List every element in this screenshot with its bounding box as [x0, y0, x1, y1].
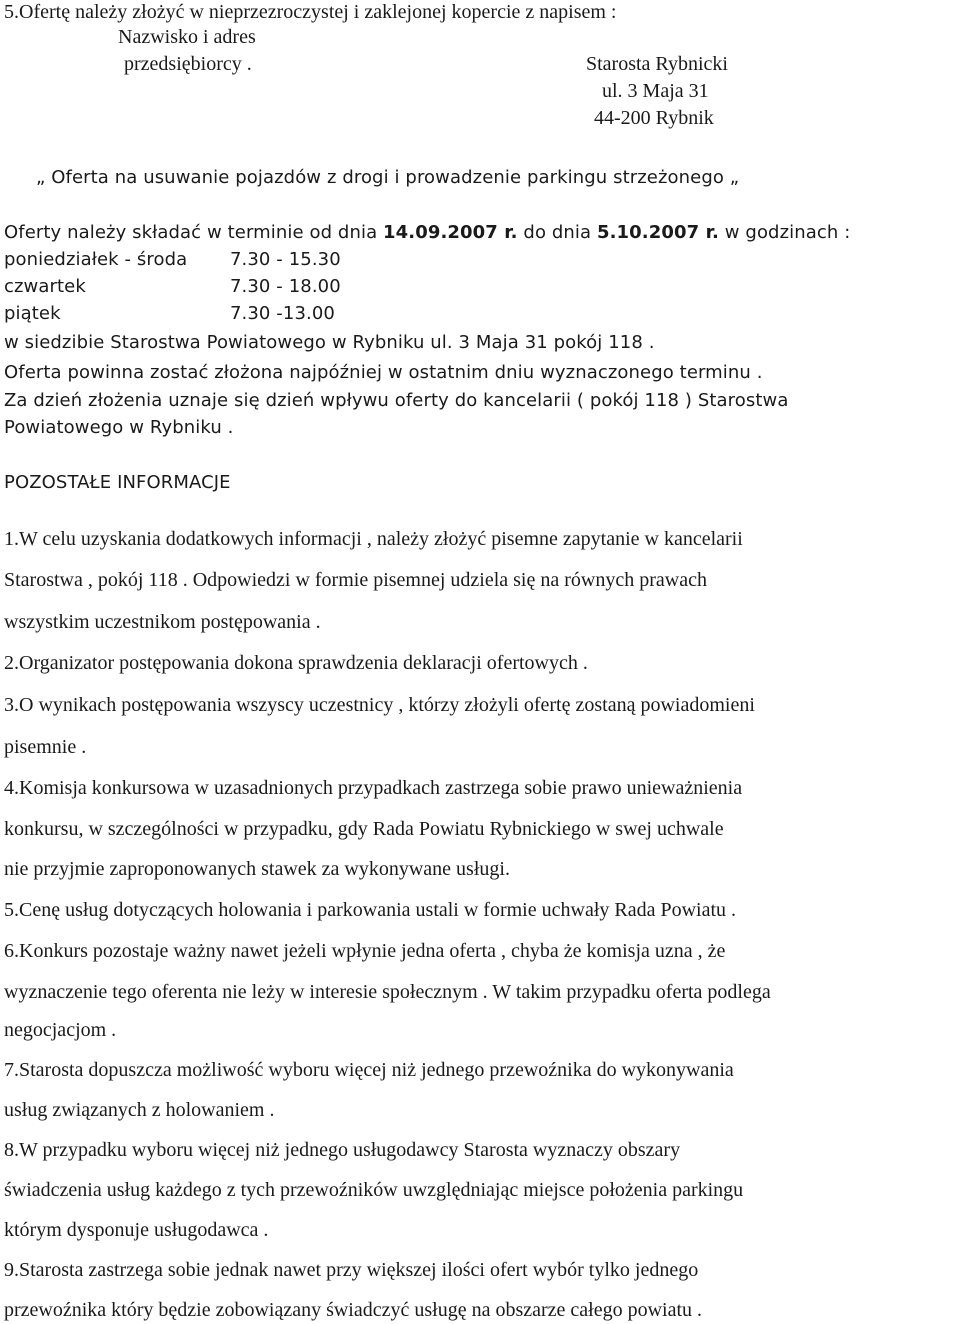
item-7-line: usług związanych z holowaniem .: [4, 1099, 275, 1121]
item-1-line: wszystkim uczestnikom postępowania .: [4, 611, 321, 633]
hours-day: czwartek: [4, 276, 86, 297]
deadline-mid: do dnia: [517, 222, 597, 243]
item-6-line: 6.Konkurs pozostaje ważny nawet jeżeli wpłynie jedna oferta , chyba że komisja uzna , że: [4, 940, 726, 962]
deadline-date-from: 14.09.2007 r.: [383, 222, 518, 243]
address-street: ul. 3 Maja 31: [602, 80, 709, 102]
item-6-line: wyznaczenie tego oferenta nie leży w interesie społecznym . W takim przypadku oferta podlega: [4, 981, 771, 1003]
name-label: Nazwisko i adres: [118, 26, 256, 48]
item-6-line: negocjacjom .: [4, 1019, 117, 1041]
deadline-line: [4, 221, 850, 245]
offer-title: „ Oferta na usuwanie pojazdów z drogi i prowadzenie parkingu strzeżonego „: [36, 167, 740, 188]
addressee: Starosta Rybnicki: [586, 53, 728, 75]
name-label-2: przedsiębiorcy .: [124, 53, 252, 75]
section-heading: POZOSTAŁE INFORMACJE: [4, 472, 231, 493]
item-8-line: 8.W przypadku wyboru więcej niż jednego usługodawcy Starosta wyznaczy obszary: [4, 1139, 681, 1161]
location-line: w siedzibie Starostwa Powiatowego w Rybniku ul. 3 Maja 31 pokój 118 .: [4, 332, 655, 353]
item-2-line: 2.Organizator postępowania dokona sprawdzenia deklaracji ofertowych .: [4, 652, 588, 674]
item-4-line: nie przyjmie zaproponowanych stawek za wykonywane usługi.: [4, 858, 510, 880]
item-8-line: którym dysponuje usługodawca .: [4, 1219, 269, 1241]
hours-time: 7.30 -13.00: [230, 303, 335, 324]
item-1-line: 1.W celu uzyskania dodatkowych informacji , należy złożyć pisemne zapytanie w kancelarii: [4, 528, 743, 550]
item-5-line: 5.Cenę usług dotyczących holowania i parkowania ustali w formie uchwały Rada Powiatu .: [4, 899, 737, 921]
item-9-line: przewoźnika który będzie zobowiązany świadczyć usługę na obszarze całego powiatu .: [4, 1299, 703, 1321]
deadline-post: w godzinach :: [718, 222, 851, 243]
receipt-line-1: Za dzień złożenia uznaje się dzień wpływu oferty do kancelarii ( pokój 118 ) Starostwa: [4, 390, 789, 411]
item-3-line: pisemnie .: [4, 736, 87, 758]
hours-time: 7.30 - 15.30: [230, 249, 341, 270]
hours-time: 7.30 - 18.00: [230, 276, 341, 297]
address-city: 44-200 Rybnik: [594, 107, 714, 129]
hours-day: poniedziałek - środa: [4, 249, 188, 270]
receipt-line-2: Powiatowego w Rybniku .: [4, 417, 234, 438]
last-day-line: Oferta powinna zostać złożona najpóźniej w ostatnim dniu wyznaczonego terminu .: [4, 362, 763, 383]
item-4-line: 4.Komisja konkursowa w uzasadnionych przypadkach zastrzega sobie prawo unieważnienia: [4, 777, 743, 799]
item-1-line: Starostwa , pokój 118 . Odpowiedzi w formie pisemnej udziela się na równych prawach: [4, 569, 707, 591]
item-4-line: konkursu, w szczególności w przypadku, gdy Rada Powiatu Rybnickiego w swej uchwale: [4, 818, 724, 840]
item-3-line: 3.O wynikach postępowania wszyscy uczestnicy , którzy złożyli ofertę zostaną powiadomieni: [4, 694, 755, 716]
item-7-line: 7.Starosta dopuszcza możliwość wyboru więcej niż jednego przewoźnika do wykonywania: [4, 1059, 734, 1081]
item-8-line: świadczenia usług każdego z tych przewoźników uwzględniając miejsce położenia parkingu: [4, 1179, 744, 1201]
hours-row: [4, 302, 335, 326]
point-5-line: 5.Ofertę należy złożyć w nieprzezroczystej i zaklejonej kopercie z napisem :: [4, 1, 617, 23]
deadline-date-to: 5.10.2007 r.: [596, 222, 719, 243]
hours-row: [4, 275, 341, 299]
hours-row: [4, 248, 341, 272]
hours-day: piątek: [4, 303, 61, 324]
deadline-pre: Oferty należy składać w terminie od dnia: [4, 222, 384, 243]
item-9-line: 9.Starosta zastrzega sobie jednak nawet przy większej ilości ofert wybór tylko jednego: [4, 1259, 699, 1281]
